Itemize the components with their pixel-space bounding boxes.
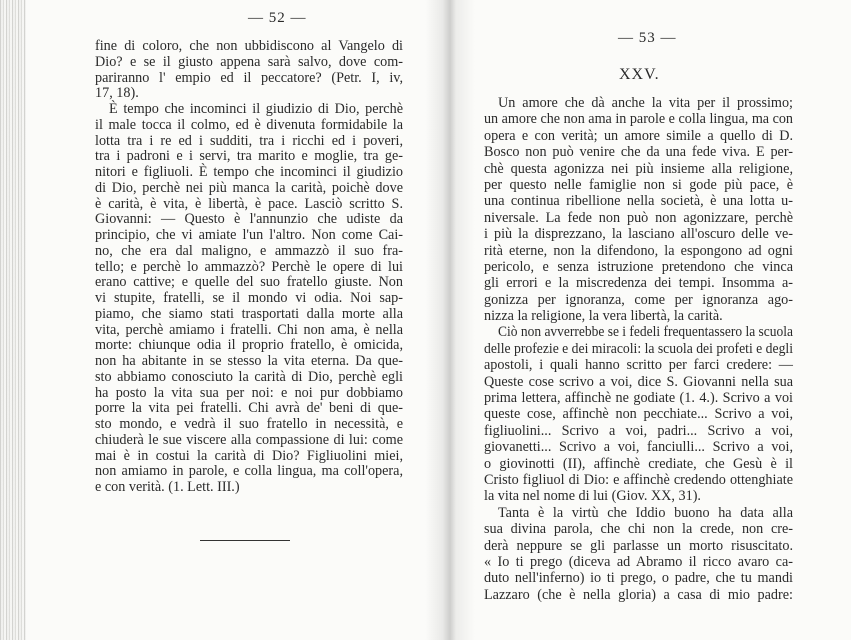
text-line-content: chè questa agonizza nei più insieme alla religione, <box>484 160 793 177</box>
text-line <box>484 439 793 455</box>
paragraph <box>484 324 793 504</box>
left-page-text <box>95 39 403 496</box>
text-line-content: sto mondo, e vedrà il suo fratello in necessità, e <box>95 416 403 432</box>
page-edge-texture <box>0 0 26 640</box>
text-line-content: queste cose, affinchè non pecchiate... Scrivo a voi, <box>484 406 793 423</box>
text-line-content: tra i padroni e i servi, tra marito e moglie, tra ge- <box>95 148 403 165</box>
text-line <box>484 406 793 422</box>
text-line-content: Queste cose scrivo a voi, dice S. Giovanni nella sua <box>484 373 793 390</box>
text-line <box>484 374 793 390</box>
text-line-content: mai è in costui la carità di Dio? Figliuolini miei, <box>95 447 403 464</box>
text-line <box>484 357 793 373</box>
chapter-heading: XXV. <box>619 66 660 83</box>
text-line <box>484 341 793 357</box>
text-line-content: e con verità. (1. Lett. III.) <box>95 479 240 495</box>
text-line-content: Lazzaro (che è nella gloria) a casa di mio padre: <box>484 586 793 603</box>
text-line-content: la vita nel nome di lui (Giov. XX, 31). <box>484 488 701 505</box>
text-line <box>484 95 793 111</box>
text-line-content: di Dio, perchè nei più manca la carità, poichè dove <box>95 179 403 196</box>
book-gutter-shadow <box>425 0 475 640</box>
text-line <box>484 505 793 521</box>
text-line <box>484 226 793 242</box>
text-line-content: sua divina parola, che chi non la crede, non cre- <box>484 521 793 538</box>
text-line <box>484 538 793 554</box>
text-line <box>95 307 403 323</box>
text-line-content: Cristo figliuol di Dio: e affinchè credendo ottenghiate <box>484 471 793 488</box>
paragraph <box>95 102 403 496</box>
text-line-content: i più la disprezzano, la lasciano all'oscuro delle ve- <box>484 226 793 243</box>
text-line <box>484 587 793 603</box>
text-line-content: apostoli, i quali hanno scritto per farci credere: — <box>484 357 793 374</box>
text-line <box>95 386 403 402</box>
text-line <box>484 521 793 537</box>
text-line <box>95 354 403 370</box>
text-line-content: Un amore che dà anche la vita per il prossimo; <box>498 95 793 111</box>
text-line <box>95 197 403 213</box>
text-line-content: giovanetti... Scrivo a voi, fanciulli... Scrivo a voi, <box>484 439 793 456</box>
text-line <box>95 71 403 87</box>
text-line-content: delle profezie e dei miracoli: la scuola dei profeti e degli <box>484 340 793 357</box>
text-line <box>95 323 403 339</box>
text-line-content: una continua ribellione nella società, è una lotta u- <box>484 193 793 210</box>
text-line <box>484 472 793 488</box>
text-line-content: gli errori e la miscredenza dei tempi. Insomma a- <box>484 275 793 292</box>
text-line <box>95 449 403 465</box>
text-line-content: nizza la religione, la vera libertà, la carità. <box>484 308 723 325</box>
text-line-content: un amore che non ama in parole e colla lingua, ma con <box>484 111 793 128</box>
text-line <box>95 338 403 354</box>
text-line-content: tello; e perchè lo ammazzò? Perchè le opere di lui <box>95 258 403 275</box>
text-line <box>484 554 793 570</box>
text-line-content: fine di coloro, che non ubbidiscono al Vangelo di <box>95 38 403 54</box>
text-line-content: no, che era dal maligno, e ammazzò il suo fra- <box>95 242 403 259</box>
text-line <box>95 244 403 260</box>
text-line-content: non amiamo in parole, e colla lingua, ma coll'opera, <box>95 463 403 480</box>
text-line-content: non ha abitante in se stesso la vita eterna. Da que- <box>95 353 403 369</box>
text-line-content: porre la vita pei fratelli. Chi avrà de' beni di que- <box>95 400 403 417</box>
text-line-content: duto nell'inferno) io ti prego, o padre, che tu mandi <box>484 570 793 587</box>
text-line <box>484 210 793 226</box>
text-line <box>484 308 793 324</box>
right-page-number: — 53 — <box>618 30 677 46</box>
text-line-content: erano cattive; e quelle del suo fratello giuste. Non <box>95 274 403 291</box>
text-line-content: derà neppure se gli parlasse un morto risuscitato. <box>484 537 793 554</box>
paragraph <box>484 505 793 603</box>
text-line <box>484 259 793 275</box>
text-line <box>95 86 403 102</box>
right-page-text <box>484 95 793 603</box>
text-line <box>484 456 793 472</box>
text-line-content: per questo nelle famiglie non si gode più pace, è <box>484 176 793 193</box>
text-line <box>95 212 403 228</box>
section-divider <box>200 540 290 541</box>
text-line <box>95 181 403 197</box>
text-line <box>484 144 793 160</box>
text-line-content: sto abbiamo conosciuto la carità di Dio, perchè egli <box>95 368 403 385</box>
text-line <box>95 39 403 55</box>
text-line-content: rità eterne, non la difendono, la espongono ad ogni <box>484 242 793 259</box>
text-line-content: o giovinotti (II), affinchè crediate, che Gesù è il <box>484 455 793 472</box>
text-line <box>484 423 793 439</box>
text-line-content: vita, perchè amiamo i fratelli. Chi non ama, è nella <box>95 321 403 338</box>
text-line-content: prima lettera, affinchè ne godiate (1. 4.). Scrivo a voi <box>484 390 793 407</box>
text-line-content: lotta tra i re ed i sudditi, tra i ricchi ed i poveri, <box>95 132 403 149</box>
text-line <box>484 292 793 308</box>
text-line <box>484 570 793 586</box>
text-line-content: 17, 18). <box>95 85 139 102</box>
text-line <box>95 291 403 307</box>
text-line-content: È tempo che incominci il giudizio di Dio, perchè <box>109 101 403 117</box>
text-line-content: ha posto la vita sua per noi: e noi pur dobbiamo <box>95 384 403 401</box>
text-line <box>95 433 403 449</box>
text-line <box>484 177 793 193</box>
text-line <box>95 134 403 150</box>
text-line-content: figliuolini... Scrivo a voi, padri... Scrivo a voi, <box>484 422 793 439</box>
text-line-content: vi stupite, fratelli, se il mondo vi odia. Noi sap- <box>95 290 403 306</box>
text-line <box>95 228 403 244</box>
text-line-content: niversale. La fede non può non agonizzare, perchè <box>484 209 793 226</box>
text-line-content: chiuderà le sue viscere alla compassione di lui: come <box>95 431 403 448</box>
text-line <box>484 111 793 127</box>
text-line <box>95 260 403 276</box>
text-line <box>95 165 403 181</box>
text-line-content: pericolo, e senza istruzione pretendono che vinca <box>484 258 793 275</box>
text-line-content: « Io ti prego (diceva ad Abramo il ricco avaro ca- <box>484 553 793 570</box>
text-line-content: è carità, è vita, è libertà, è pace. Lasciò scritto S. <box>95 195 403 212</box>
text-line <box>484 128 793 144</box>
text-line-content: piamo, che siamo stati trasportati dalla morte alla <box>95 305 403 322</box>
text-line <box>95 370 403 386</box>
text-line-content: Tanta è la virtù che Iddio buono ha data alla <box>498 504 793 521</box>
paragraph <box>95 39 403 102</box>
text-line-content: Ciò non avverrebbe se i fedeli frequentassero la scuola <box>498 324 793 341</box>
text-line-content: Giovanni: — Questo è l'annunzio che udiste da <box>95 211 403 228</box>
paragraph <box>484 95 793 324</box>
text-line <box>484 275 793 291</box>
text-line-content: principio, che vi amiate l'un l'altro. Non come Cai- <box>95 227 403 243</box>
text-line-content: Bosco non può venire che da una fede viva. E per- <box>484 144 793 161</box>
text-line <box>95 417 403 433</box>
text-line <box>95 149 403 165</box>
text-line <box>95 401 403 417</box>
text-line <box>95 102 403 118</box>
text-line <box>484 243 793 259</box>
text-line <box>484 161 793 177</box>
text-line-content: gonizza per ignoranza, come per ignoranza ago- <box>484 291 793 308</box>
text-line <box>95 55 403 71</box>
text-line <box>484 324 793 340</box>
text-line <box>484 488 793 504</box>
text-line <box>95 275 403 291</box>
text-line <box>484 390 793 406</box>
left-page-number: — 52 — <box>248 10 307 26</box>
text-line-content: morte: chiunque odia il proprio fratello, è omicida, <box>95 337 403 354</box>
text-line <box>95 480 403 496</box>
text-line-content: il male tocca il colmo, ed è divenuta formidabile la <box>95 116 403 133</box>
text-line <box>95 464 403 480</box>
text-line <box>484 193 793 209</box>
text-line-content: Dio? e se il giusto appena sarà salvo, dove com- <box>95 53 403 70</box>
text-line-content: opera e con verità; un amore simile a quello di D. <box>484 127 793 144</box>
text-line-content: pariranno l' empio ed il peccatore? (Petr. I, iv, <box>95 69 403 86</box>
text-line-content: nitori e figliuoli. È tempo che incominci il giudizio <box>95 164 403 180</box>
text-line <box>95 118 403 134</box>
